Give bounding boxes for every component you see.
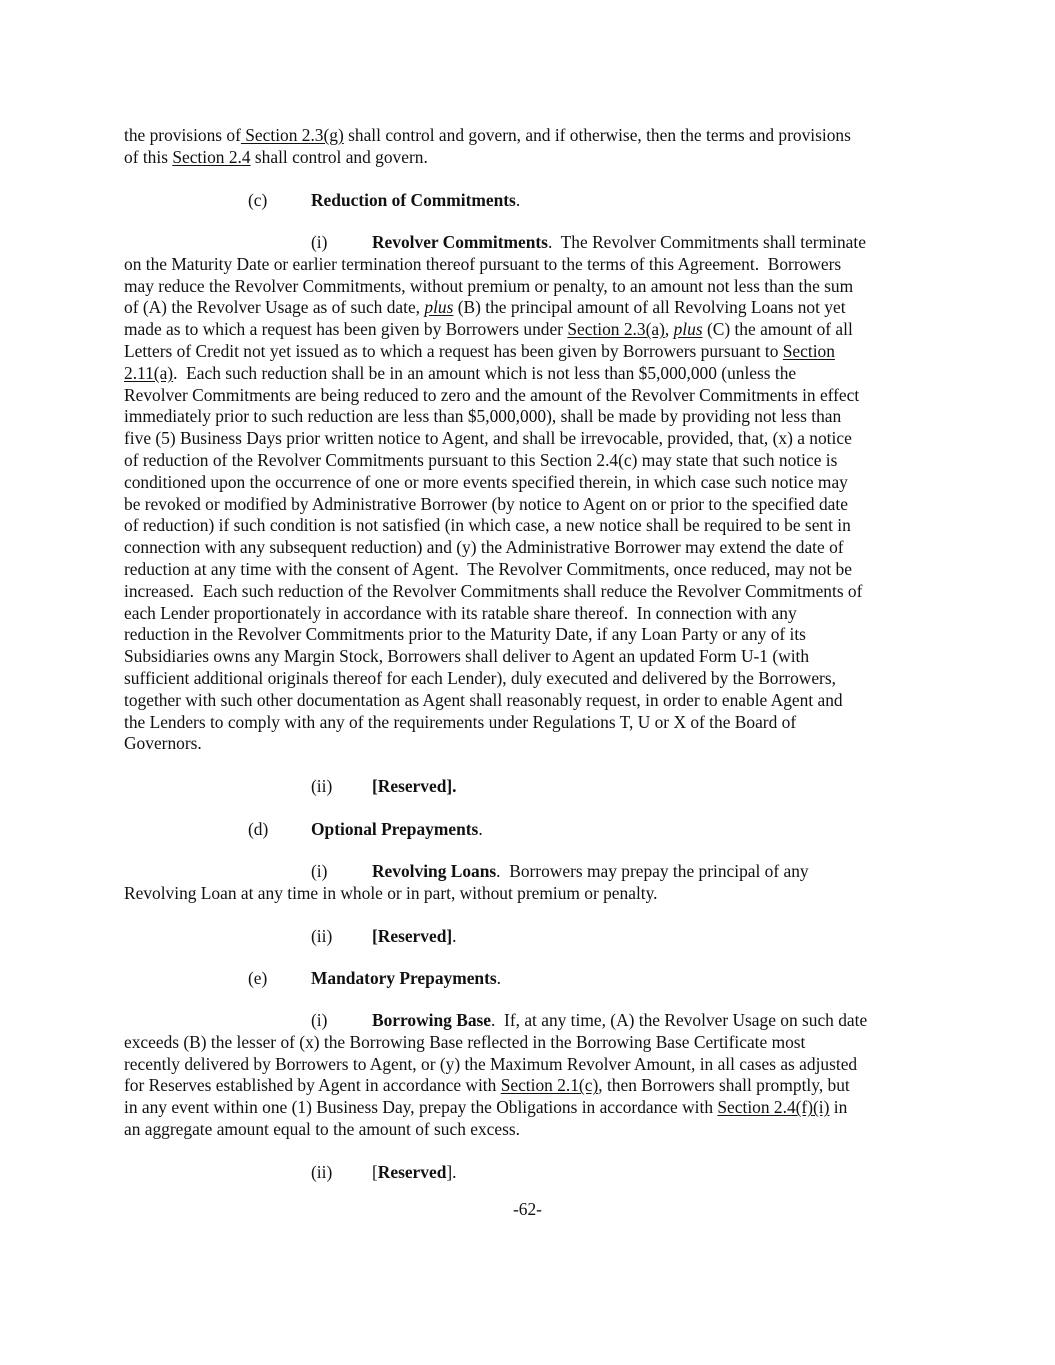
text-segment: five (5) Business Days prior written notice to Agent, and shall be irrevocable, provided, that, (x) a notice (124, 428, 852, 449)
text-line (124, 384, 859, 406)
text-line (124, 558, 852, 580)
text-segment: Revolver Commitments are being reduced to zero and the amount of the Revolver Commitments in effect (124, 384, 860, 405)
text-segment: for Reserves established by Agent in accordance with (124, 1075, 501, 1096)
text-segment: exceeds (B) the lesser of (x) the Borrowing Base reflected in the Borrowing Base Certificate most (124, 1031, 806, 1052)
text-segment: of reduction) if such condition is not satisfied (in which case, a new notice shall be required to be sent in (124, 515, 851, 536)
section-label: (ii) (311, 926, 333, 946)
text-line (311, 189, 520, 211)
text-segment: the provisions of (124, 125, 241, 145)
text-line (124, 405, 841, 427)
section-label: (ii) (311, 1162, 333, 1182)
text-segment: together with such other documentation as Agent shall reasonably request, in order to enable Agent and (124, 689, 843, 710)
text-segment: , (664, 319, 674, 340)
text-line (124, 536, 844, 558)
text-segment: . (478, 819, 483, 839)
text-segment: in any event within one (1) Business Day, prepay the Obligations in accordance with (124, 1097, 718, 1118)
text-line (124, 146, 428, 168)
bold-heading-text: Mandatory Prepayments (311, 968, 497, 988)
bold-heading-text: Borrowing Base (372, 1010, 491, 1030)
text-line (124, 514, 851, 536)
section-label: (e) (248, 968, 268, 988)
text-segment: made as to which a request has been given by Borrowers under (124, 319, 568, 340)
text-segment: reduction at any time with the consent of Agent. The Revolver Commitments, once reduced, may not be (124, 559, 852, 579)
text-line (124, 275, 853, 297)
text-line (311, 967, 501, 989)
text-line (372, 1009, 867, 1031)
text-segment: on the Maturity Date or earlier termination thereof pursuant to the terms of this Agreement. Borrowers (124, 253, 842, 274)
text-line (124, 449, 837, 471)
text-line (311, 818, 483, 840)
text-line (124, 882, 658, 904)
text-segment: (B) the principal amount of all Revolving Loans not yet (453, 297, 846, 318)
text-line (124, 711, 796, 733)
text-line (124, 493, 848, 515)
text-segment: an aggregate amount equal to the amount of such excess. (124, 1119, 520, 1139)
text-segment: ]. (446, 1162, 457, 1182)
text-line (124, 1074, 850, 1096)
section-reference: Section 2.4(f)(i) (717, 1097, 830, 1118)
bold-heading-text: Revolving Loans (372, 861, 497, 881)
text-segment: increased. Each such reduction of the Revolver Commitments shall reduce the Revolver Commitments of (124, 580, 863, 601)
text-line (124, 689, 843, 711)
text-line (124, 1031, 805, 1053)
text-line (124, 1053, 857, 1075)
text-line (124, 623, 806, 645)
section-label: (i) (311, 1010, 328, 1030)
text-segment: reduction in the Revolver Commitments prior to the Maturity Date, if any Loan Party or any of its (124, 624, 806, 645)
text-segment: the Lenders to comply with any of the requirements under Regulations T, U or X of the Board of (124, 711, 797, 732)
text-line (124, 340, 835, 362)
text-segment: immediately prior to such reduction are less than $5,000,000), shall be made by providing not less than (124, 406, 842, 427)
text-line (124, 602, 797, 624)
text-line (124, 296, 846, 318)
bold-heading-text: Reduction of Commitments (311, 190, 516, 210)
section-label: (c) (248, 190, 268, 210)
section-label: (i) (311, 861, 328, 881)
text-line (372, 860, 809, 882)
text-segment: in (829, 1097, 848, 1118)
section-reference: Section 2.4 (172, 146, 251, 167)
bold-heading-text: [Reserved]. (372, 776, 457, 796)
text-segment: shall control and govern. (250, 146, 428, 167)
emphasis-text: plus (424, 297, 454, 318)
text-line (124, 253, 841, 275)
text-segment: shall control and govern, and if otherwise, then the terms and provisions (343, 125, 851, 145)
text-segment: be revoked or modified by Administrative Borrower (by notice to Agent on or prior to the specified date (124, 493, 848, 514)
text-line (124, 362, 796, 384)
text-segment: (C) the amount of all (702, 319, 853, 340)
text-segment: conditioned upon the occurrence of one or more events specified therein, in which case such notice may (124, 471, 848, 492)
text-line (372, 1161, 457, 1183)
text-segment: [ (372, 1162, 378, 1182)
section-reference: Section (782, 341, 835, 361)
text-segment: of reduction of the Revolver Commitments pursuant to this Section 2.4(c) may state that such notice is (124, 450, 838, 470)
text-segment: Subsidiaries owns any Margin Stock, Borrowers shall deliver to Agent an updated Form U-1 (with (124, 646, 810, 667)
section-label: (ii) (311, 776, 333, 796)
text-segment: . Borrowers may prepay the principal of any (496, 861, 809, 881)
text-line (124, 318, 853, 340)
text-line (124, 1118, 520, 1140)
text-line (124, 1096, 847, 1118)
text-segment: of (A) the Revolver Usage as of such date, (124, 297, 425, 318)
text-line (372, 925, 457, 947)
section-label: (d) (248, 819, 269, 839)
text-line (372, 231, 866, 253)
text-segment: , then Borrowers shall promptly, but (598, 1075, 850, 1096)
text-line (372, 775, 457, 797)
section-label: (i) (311, 232, 328, 252)
text-line (124, 645, 809, 667)
text-segment: may reduce the Revolver Commitments, without premium or penalty, to an amount not less than the sum (124, 275, 854, 296)
text-line (124, 732, 202, 754)
text-segment: Letters of Credit not yet issued as to which a request has been given by Borrowers pursuant to (124, 341, 783, 361)
bold-heading-text: Reserved (377, 1162, 447, 1182)
section-reference: Section 2.1(c) (500, 1075, 599, 1096)
section-reference: 2.11(a) (124, 362, 174, 383)
text-line (124, 427, 852, 449)
bold-heading-text: Optional Prepayments (311, 819, 479, 839)
text-segment: . (452, 926, 457, 946)
text-segment: of this (124, 146, 173, 167)
section-reference: Section 2.3(a) (567, 319, 665, 340)
section-reference: Section 2.3(g) (240, 125, 344, 145)
bold-heading-text: Revolver Commitments (372, 232, 548, 252)
bold-heading-text: [Reserved] (372, 926, 453, 946)
text-segment: . The Revolver Commitments shall terminate (547, 232, 866, 252)
emphasis-text: plus (673, 319, 703, 340)
text-segment: sufficient additional originals thereof for each Lender), duly executed and delivered by the Borrowers, (124, 668, 836, 688)
text-line (124, 124, 851, 146)
text-segment: Revolving Loan at any time in whole or in part, without premium or penalty. (124, 882, 658, 903)
text-segment: recently delivered by Borrowers to Agent, or (y) the Maximum Revolver Amount, in all cases as adjusted (124, 1053, 858, 1074)
text-segment: . If, at any time, (A) the Revolver Usage on such date (491, 1010, 868, 1030)
text-segment: . Each such reduction shall be in an amount which is not less than $5,000,000 (unless the (173, 362, 797, 383)
text-segment: . (496, 968, 502, 988)
text-line (124, 471, 848, 493)
text-segment: connection with any subsequent reduction) and (y) the Administrative Borrower may extend the date of (124, 537, 844, 558)
text-segment: Governors. (124, 733, 202, 754)
page-number: -62- (513, 1199, 542, 1219)
text-line (124, 667, 836, 689)
text-line (124, 580, 862, 602)
text-segment: each Lender proportionately in accordance with its ratable share thereof. In connection with any (124, 602, 797, 623)
text-segment: . (515, 190, 521, 210)
